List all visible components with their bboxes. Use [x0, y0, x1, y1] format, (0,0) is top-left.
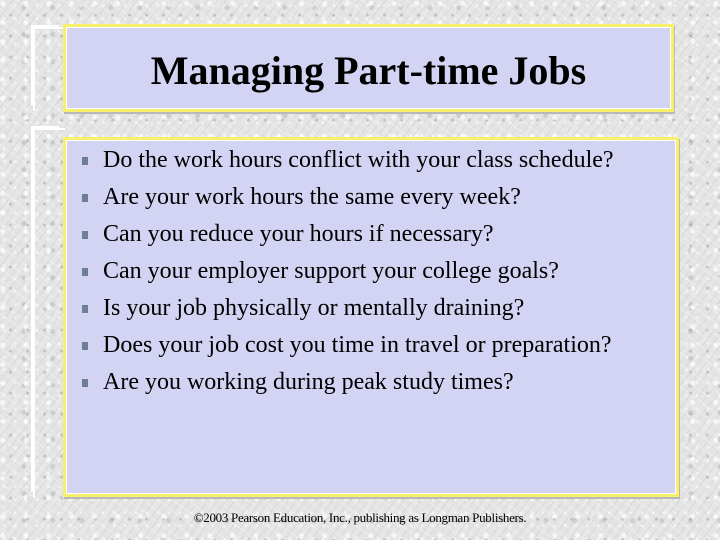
square-bullet-icon: [82, 194, 88, 202]
bullet-item: [85, 367, 665, 398]
bullet-text: Are your work hours the same every week?: [103, 184, 521, 210]
slide-title: Managing Part-time Jobs: [150, 48, 587, 93]
square-bullet-icon: [82, 342, 88, 350]
bullet-text: Can your employer support your college goals?: [103, 258, 559, 284]
bullet-item: [85, 182, 665, 213]
title-decorative-frame: [33, 27, 65, 111]
bullet-item: [85, 330, 665, 361]
bullet-text: Does your job cost you time in travel or preparation?: [103, 332, 612, 358]
body-decorative-frame: [33, 128, 65, 498]
bullet-text: Is your job physically or mentally draining?: [103, 295, 525, 321]
copyright-footer: ©2003 Pearson Education, Inc., publishing as Longman Publishers.: [193, 510, 527, 525]
square-bullet-icon: [82, 157, 88, 165]
bullet-item: [85, 256, 665, 287]
bullet-text: Do the work hours conflict with your class schedule?: [103, 147, 614, 173]
title-panel: [63, 24, 674, 112]
square-bullet-icon: [82, 231, 88, 239]
bullet-item: [85, 293, 665, 324]
bullet-item: [85, 145, 665, 176]
square-bullet-icon: [82, 305, 88, 313]
bullet-item: [85, 219, 665, 250]
bullet-list: [85, 145, 665, 404]
bullet-text: Can you reduce your hours if necessary?: [103, 221, 494, 247]
bullet-text: Are you working during peak study times?: [103, 369, 514, 395]
square-bullet-icon: [82, 268, 88, 276]
square-bullet-icon: [82, 379, 88, 387]
